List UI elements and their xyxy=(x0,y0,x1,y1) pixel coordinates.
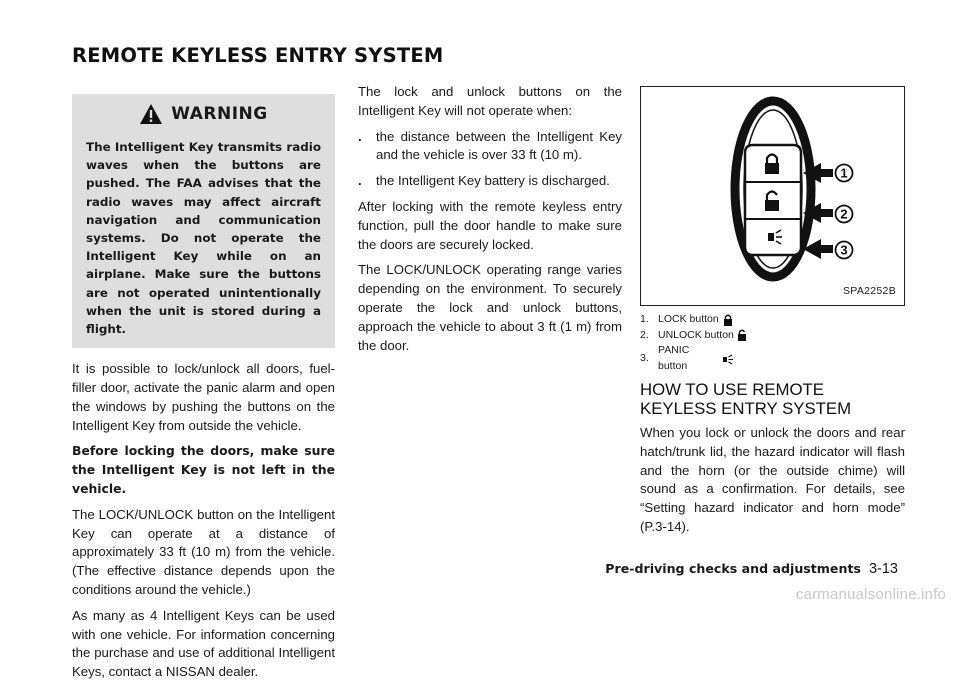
caution-paragraph: Before locking the doors, make sure the Intelligent Key is not left in the vehicle. xyxy=(72,443,335,497)
section-body: When you lock or unlock the doors and rear hatch/trunk lid, the hazard indicator will flash and the horn (or the outside chime) will sound as a confirmation. For details, see “Setting hazard indicator and horn mode” (P.3-14). xyxy=(640,425,905,534)
bullet-text: the distance between the Intelligent Key and the vehicle is over 33 ft (10 m). xyxy=(376,128,622,163)
figure-legend xyxy=(640,312,905,374)
callout-2-number: 2 xyxy=(840,206,848,222)
intro-paragraph: It is possible to lock/unlock all doors, fuel-filler door, activate the panic alarm and open the windows by pushing the buttons on the Intelligent Key from outside the vehicle. xyxy=(72,361,335,433)
bullet-marker: . xyxy=(358,128,362,144)
legend-label: UNLOCK button xyxy=(658,328,734,341)
callout-1-number: 1 xyxy=(840,165,848,181)
page-heading: REMOTE KEYLESS ENTRY SYSTEM xyxy=(72,44,444,67)
intelligent-key-illustration xyxy=(641,87,906,307)
watermark: carmanualsonline.info xyxy=(795,586,946,603)
operating-range-paragraph: The LOCK/UNLOCK operating range varies depending on the environment. To securely operate the lock and unlock buttons, approach the vehicle to about 3 ft (1 m) from the door. xyxy=(358,262,622,353)
bullet-item xyxy=(358,128,622,166)
page-footer xyxy=(605,561,898,577)
warning-box xyxy=(72,94,335,348)
intelligent-key-figure xyxy=(640,86,905,306)
page-number: 3-13 xyxy=(868,561,898,577)
callout-2 xyxy=(836,206,853,223)
lock-closed-icon xyxy=(722,314,734,326)
after-locking-paragraph: After locking with the remote keyless entry function, pull the door handle to make sure the doors are securely locked. xyxy=(358,198,622,252)
callout-3-number: 3 xyxy=(840,242,848,258)
legend-label: PANIC button xyxy=(658,344,690,372)
legend-item xyxy=(640,343,905,374)
figure-code: SPA2252B xyxy=(843,285,896,298)
callout-3 xyxy=(836,242,853,259)
legend-item xyxy=(640,312,905,328)
legend-label: LOCK button xyxy=(658,313,719,325)
not-operate-intro: The lock and unlock buttons on the Intelligent Key will not operate when: xyxy=(358,84,622,118)
callout-1 xyxy=(836,165,853,182)
warning-title: WARNING xyxy=(171,103,268,124)
bullet-item xyxy=(358,172,622,191)
bullet-text: the Intelligent Key battery is discharged. xyxy=(376,173,610,189)
warning-triangle-icon xyxy=(139,103,163,125)
range-paragraph: The LOCK/UNLOCK button on the Intelligent Key can operate at a distance of approximately 33 ft (10 m) from the vehicle. (The effective distance depends upon the conditions around the vehicle.) xyxy=(72,506,335,597)
warning-header xyxy=(72,94,335,134)
legend-number: 3. xyxy=(640,351,649,364)
legend-number: 2. xyxy=(640,328,649,341)
additional-keys-paragraph: As many as 4 Intelligent Keys can be used with one vehicle. For information concerning the purchase and use of additional Intelligent Keys, contact a NISSAN dealer. xyxy=(72,607,335,680)
legend-number: 1. xyxy=(640,313,649,325)
column-2 xyxy=(358,83,622,362)
section-heading: HOW TO USE REMOTE KEYLESS ENTRY SYSTEM xyxy=(640,380,852,418)
lock-open-icon xyxy=(736,329,748,341)
legend-item xyxy=(640,328,905,344)
warning-body: The Intelligent Key transmits radio waves when the buttons are pushed. The FAA advises that the radio waves may affect aircraft navigation and communication systems. Do not operate the Intelligent Key while on an airplane. Make sure the buttons are not operated unintentionally when the unit is stored during a flight. xyxy=(86,140,321,337)
panic-horn-icon xyxy=(722,353,734,365)
bullet-marker: . xyxy=(358,173,362,189)
column-3 xyxy=(640,86,905,544)
footer-chapter-title: Pre-driving checks and adjustments xyxy=(605,561,861,576)
column-1 xyxy=(72,94,335,689)
